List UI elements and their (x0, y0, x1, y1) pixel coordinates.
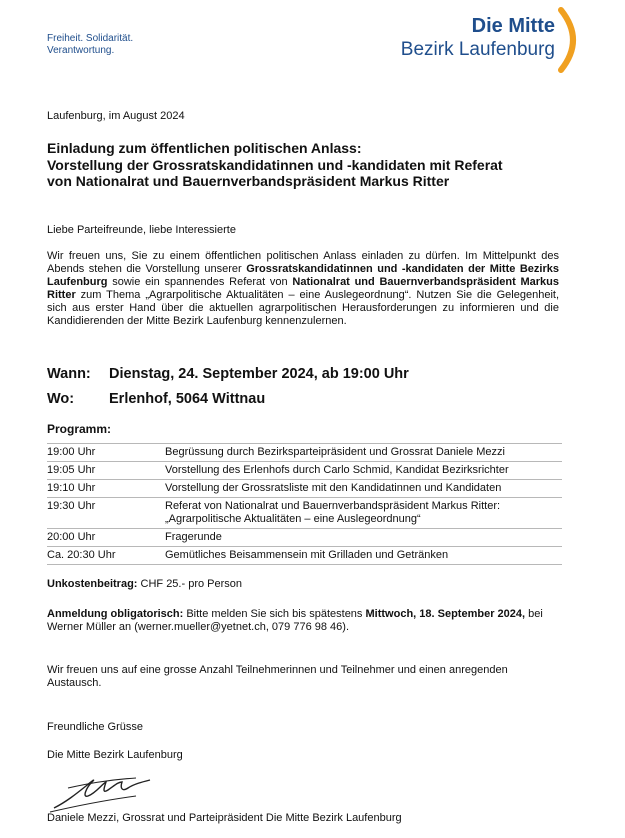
logo-name: Die Mitte (471, 15, 555, 37)
when-label: Wann: (47, 366, 91, 382)
programme-time: 20:00 Uhr (47, 531, 96, 543)
programme-time: 19:10 Uhr (47, 482, 96, 494)
signer-name: Daniele Mezzi, Grossrat und Parteipräsident Die Mitte Bezirk Laufenburg (47, 812, 402, 824)
intro-bold-2: Nationalrat und Bauernverbandspräsident Markus Ritter (47, 276, 560, 301)
signup-deadline: Mittwoch, 18. September 2024, (365, 608, 526, 620)
programme-row (47, 461, 562, 479)
party-logo (375, 7, 585, 73)
programme-item (165, 500, 562, 526)
signup-text-2: bei Werner Müller an (werner.mueller@yetnet.ch, 079 776 98 46). (47, 608, 543, 633)
slogan-line-1: Freiheit. Solidarität. (47, 33, 134, 44)
when-value: Dienstag, 24. September 2024, ab 19:00 Uhr (109, 366, 409, 382)
cost-line (47, 578, 567, 591)
intro-paragraph (47, 250, 559, 328)
signature-icon (46, 768, 156, 813)
programme-item-line-1: Referat von Nationalrat und Bauernverbandspräsident Markus Ritter: (165, 500, 501, 512)
programme-row (47, 443, 562, 461)
greeting: Liebe Parteifreunde, liebe Interessierte (47, 224, 236, 236)
programme-item: Vorstellung des Erlenhofs durch Carlo Schmid, Kandidat Bezirksrichter (165, 464, 509, 476)
programme-row (47, 528, 562, 546)
intro-text-3: zum Thema „Agrarpolitische Aktualitäten – eine Auslegeordnung“. Nutzen Sie die Gelegenheit, sich aus erster Hand über die aktuellen agrarpolitischen Herausforderungen zu informieren und die Kandidierenden der Mitte Bezirk Laufenburg kennenzulernen. (47, 289, 559, 327)
programme-time: 19:00 Uhr (47, 446, 96, 458)
regards: Freundliche Grüsse (47, 721, 143, 733)
sender-organisation: Die Mitte Bezirk Laufenburg (47, 749, 183, 761)
programme-item: Gemütliches Beisammensein mit Grilladen und Getränken (165, 549, 449, 561)
intro-text-1: Wir freuen uns, Sie zu einem öffentlichen politischen Anlass einladen zu dürfen. Im Mittelpunkt des Abends stehen die Vorstellung unserer (47, 250, 559, 275)
programme-heading: Programm: (47, 422, 112, 436)
programme-item: Begrüssung durch Bezirksparteipräsident und Grossrat Daniele Mezzi (165, 446, 505, 458)
signup-label: Anmeldung obligatorisch: (47, 608, 184, 620)
title-line-1: Einladung zum öffentlichen politischen Anlass: (47, 140, 362, 156)
slogan-line-2: Verantwortung. (47, 45, 115, 56)
title-line-2: Vorstellung der Grossratskandidatinnen und -kandidaten mit Referat (47, 156, 503, 173)
programme-row (47, 497, 562, 528)
dateline: Laufenburg, im August 2024 (47, 110, 185, 122)
programme-time: 19:05 Uhr (47, 464, 96, 476)
invitation-title (47, 140, 567, 190)
logo-district: Bezirk Laufenburg (400, 39, 555, 60)
cost-value: CHF 25.- pro Person (137, 578, 243, 590)
intro-text-2: sowie ein spannendes Referat von (107, 276, 293, 288)
closing-paragraph: Wir freuen uns auf eine grosse Anzahl Teilnehmerinnen und Teilnehmer und einen anregenden Austausch. (47, 664, 508, 689)
party-slogan (47, 33, 133, 57)
logo-arc-icon (555, 7, 585, 73)
title-line-3: von Nationalrat und Bauernverbandspräsident Markus Ritter (47, 173, 450, 189)
where-value: Erlenhof, 5064 Wittnau (109, 391, 266, 407)
event-where (47, 391, 265, 407)
programme-row (47, 546, 562, 565)
programme-table (47, 443, 562, 565)
programme-item-line-2: „Agrarpolitische Aktualitäten – eine Auslegeordnung“ (165, 513, 421, 525)
event-when (47, 366, 409, 382)
cost-label: Unkostenbeitrag: (47, 578, 138, 590)
programme-item: Fragerunde (165, 531, 222, 543)
programme-item: Vorstellung der Grossratsliste mit den Kandidatinnen und Kandidaten (165, 482, 502, 494)
programme-time: 19:30 Uhr (47, 500, 96, 512)
registration-note (47, 608, 559, 634)
programme-row (47, 479, 562, 497)
where-label: Wo: (47, 391, 75, 407)
programme-time: Ca. 20:30 Uhr (47, 549, 116, 561)
signup-text-1: Bitte melden Sie sich bis spätestens (183, 608, 366, 620)
intro-bold-1: Grossratskandidatinnen und -kandidaten der Mitte Bezirks Laufenburg (47, 263, 559, 288)
